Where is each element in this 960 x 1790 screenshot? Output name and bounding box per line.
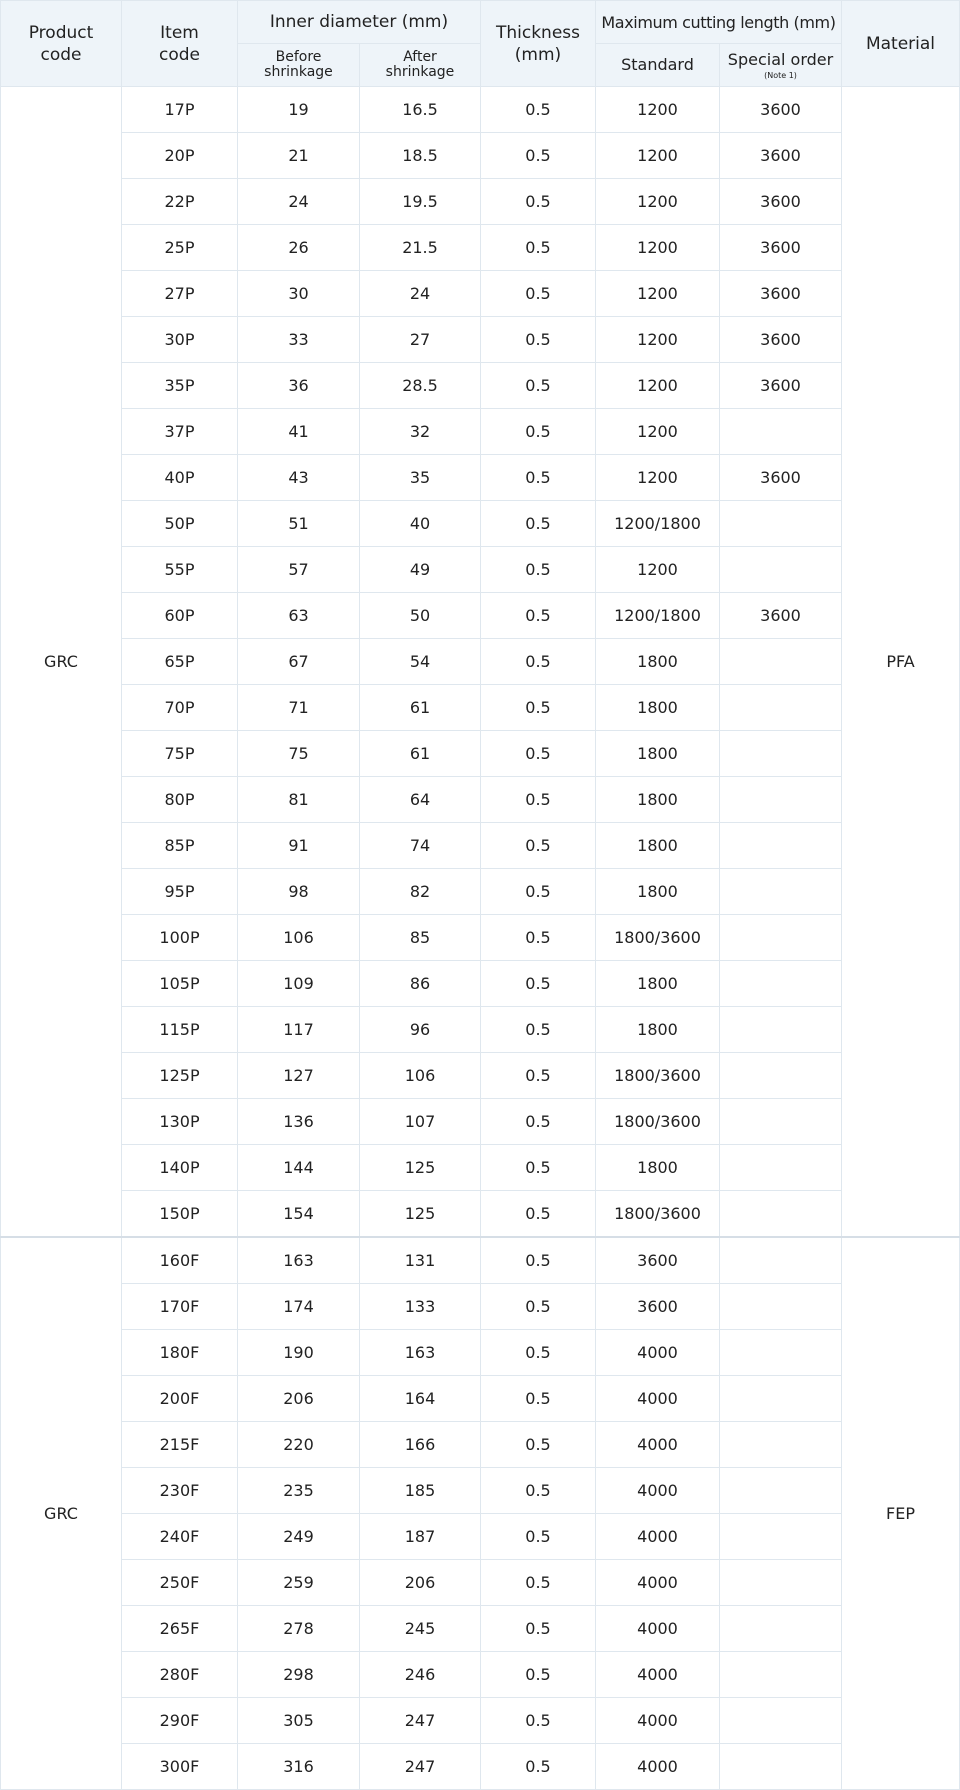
table-header	[1, 1, 960, 87]
special-order-cell: 3600	[720, 593, 842, 639]
item-code-cell: 22P	[122, 179, 238, 225]
item-code-cell: 150P	[122, 1191, 238, 1238]
after-shrinkage-cell: 61	[360, 685, 481, 731]
standard-length-cell: 4000	[596, 1422, 720, 1468]
standard-length-cell: 1800	[596, 777, 720, 823]
thickness-cell: 0.5	[481, 547, 596, 593]
special-order-cell: 3600	[720, 133, 842, 179]
after-shrinkage-cell: 85	[360, 915, 481, 961]
standard-length-cell: 1200	[596, 225, 720, 271]
special-order-cell	[720, 1560, 842, 1606]
standard-length-cell: 1200	[596, 547, 720, 593]
item-code-cell: 250F	[122, 1560, 238, 1606]
table-row	[1, 1744, 960, 1790]
special-order-cell	[720, 915, 842, 961]
before-shrinkage-cell: 190	[238, 1330, 360, 1376]
special-order-cell	[720, 1145, 842, 1191]
product-code-cell: GRC	[1, 1237, 122, 1790]
after-shrinkage-cell: 131	[360, 1237, 481, 1284]
thickness-cell: 0.5	[481, 271, 596, 317]
before-shrinkage-cell: 249	[238, 1514, 360, 1560]
item-code-cell: 35P	[122, 363, 238, 409]
table-row	[1, 87, 960, 133]
table-row	[1, 1560, 960, 1606]
thickness-cell: 0.5	[481, 915, 596, 961]
before-shrinkage-cell: 36	[238, 363, 360, 409]
special-order-cell: 3600	[720, 87, 842, 133]
special-order-cell	[720, 547, 842, 593]
before-shrinkage-cell: 33	[238, 317, 360, 363]
after-shrinkage-cell: 35	[360, 455, 481, 501]
before-shrinkage-cell: 21	[238, 133, 360, 179]
item-code-cell: 140P	[122, 1145, 238, 1191]
table-row	[1, 1191, 960, 1238]
thickness-cell: 0.5	[481, 1284, 596, 1330]
table-row	[1, 593, 960, 639]
standard-length-cell: 4000	[596, 1468, 720, 1514]
thickness-cell: 0.5	[481, 593, 596, 639]
item-code-cell: 85P	[122, 823, 238, 869]
item-code-cell: 40P	[122, 455, 238, 501]
before-shrinkage-cell: 174	[238, 1284, 360, 1330]
special-order-cell: 3600	[720, 179, 842, 225]
before-shrinkage-cell: 43	[238, 455, 360, 501]
item-code-cell: 180F	[122, 1330, 238, 1376]
item-code-cell: 30P	[122, 317, 238, 363]
table-row	[1, 1698, 960, 1744]
after-shrinkage-cell: 133	[360, 1284, 481, 1330]
thickness-cell: 0.5	[481, 777, 596, 823]
thickness-cell: 0.5	[481, 1744, 596, 1790]
thickness-cell: 0.5	[481, 1468, 596, 1514]
after-shrinkage-cell: 28.5	[360, 363, 481, 409]
header-special-order: Special order	[727, 49, 834, 69]
thickness-cell: 0.5	[481, 87, 596, 133]
special-order-cell	[720, 823, 842, 869]
after-shrinkage-cell: 185	[360, 1468, 481, 1514]
standard-length-cell: 1200/1800	[596, 593, 720, 639]
special-order-cell	[720, 1191, 842, 1238]
item-code-cell: 20P	[122, 133, 238, 179]
standard-length-cell: 4000	[596, 1652, 720, 1698]
special-order-cell	[720, 409, 842, 455]
table-row	[1, 179, 960, 225]
thickness-cell: 0.5	[481, 409, 596, 455]
standard-length-cell: 3600	[596, 1284, 720, 1330]
before-shrinkage-cell: 298	[238, 1652, 360, 1698]
special-order-cell	[720, 961, 842, 1007]
special-order-cell	[720, 1007, 842, 1053]
item-code-cell: 200F	[122, 1376, 238, 1422]
thickness-cell: 0.5	[481, 731, 596, 777]
before-shrinkage-cell: 163	[238, 1237, 360, 1284]
item-code-cell: 75P	[122, 731, 238, 777]
header-before-shrinkage: Before shrinkage	[238, 44, 360, 87]
product-code-cell: GRC	[1, 87, 122, 1238]
item-code-cell: 290F	[122, 1698, 238, 1744]
header-after-shrinkage: After shrinkage	[360, 44, 481, 87]
before-shrinkage-cell: 26	[238, 225, 360, 271]
standard-length-cell: 4000	[596, 1606, 720, 1652]
after-shrinkage-cell: 125	[360, 1145, 481, 1191]
item-code-cell: 215F	[122, 1422, 238, 1468]
table-row	[1, 639, 960, 685]
table-row	[1, 225, 960, 271]
standard-length-cell: 1800/3600	[596, 1191, 720, 1238]
thickness-cell: 0.5	[481, 1053, 596, 1099]
table-row	[1, 1422, 960, 1468]
after-shrinkage-cell: 18.5	[360, 133, 481, 179]
table-row	[1, 271, 960, 317]
table-row	[1, 869, 960, 915]
table-row	[1, 1099, 960, 1145]
thickness-cell: 0.5	[481, 823, 596, 869]
standard-length-cell: 1200	[596, 317, 720, 363]
header-special-order-cell	[720, 44, 842, 87]
after-shrinkage-cell: 166	[360, 1422, 481, 1468]
table-row	[1, 1376, 960, 1422]
item-code-cell: 115P	[122, 1007, 238, 1053]
standard-length-cell: 1800	[596, 685, 720, 731]
thickness-cell: 0.5	[481, 1330, 596, 1376]
standard-length-cell: 1200	[596, 409, 720, 455]
standard-length-cell: 4000	[596, 1744, 720, 1790]
before-shrinkage-cell: 144	[238, 1145, 360, 1191]
header-note: (Note 1)	[764, 70, 797, 80]
item-code-cell: 160F	[122, 1237, 238, 1284]
item-code-cell: 25P	[122, 225, 238, 271]
standard-length-cell: 1800/3600	[596, 915, 720, 961]
table-row	[1, 455, 960, 501]
special-order-cell: 3600	[720, 363, 842, 409]
item-code-cell: 105P	[122, 961, 238, 1007]
item-code-cell: 37P	[122, 409, 238, 455]
before-shrinkage-cell: 305	[238, 1698, 360, 1744]
thickness-cell: 0.5	[481, 1145, 596, 1191]
after-shrinkage-cell: 86	[360, 961, 481, 1007]
before-shrinkage-cell: 109	[238, 961, 360, 1007]
standard-length-cell: 1800	[596, 1145, 720, 1191]
special-order-cell	[720, 1652, 842, 1698]
thickness-cell: 0.5	[481, 179, 596, 225]
special-order-cell	[720, 1422, 842, 1468]
special-order-cell	[720, 1284, 842, 1330]
thickness-cell: 0.5	[481, 1560, 596, 1606]
table-row	[1, 409, 960, 455]
special-order-cell: 3600	[720, 317, 842, 363]
thickness-cell: 0.5	[481, 1652, 596, 1698]
table-row	[1, 777, 960, 823]
thickness-cell: 0.5	[481, 225, 596, 271]
before-shrinkage-cell: 67	[238, 639, 360, 685]
after-shrinkage-cell: 164	[360, 1376, 481, 1422]
header-standard: Standard	[596, 44, 720, 87]
table-row	[1, 1007, 960, 1053]
after-shrinkage-cell: 54	[360, 639, 481, 685]
after-shrinkage-cell: 32	[360, 409, 481, 455]
table-row	[1, 317, 960, 363]
thickness-cell: 0.5	[481, 317, 596, 363]
item-code-cell: 55P	[122, 547, 238, 593]
before-shrinkage-cell: 63	[238, 593, 360, 639]
after-shrinkage-cell: 245	[360, 1606, 481, 1652]
after-shrinkage-cell: 64	[360, 777, 481, 823]
item-code-cell: 100P	[122, 915, 238, 961]
standard-length-cell: 1800	[596, 1007, 720, 1053]
before-shrinkage-cell: 57	[238, 547, 360, 593]
item-code-cell: 95P	[122, 869, 238, 915]
table-row	[1, 961, 960, 1007]
before-shrinkage-cell: 278	[238, 1606, 360, 1652]
item-code-cell: 80P	[122, 777, 238, 823]
thickness-cell: 0.5	[481, 1191, 596, 1238]
after-shrinkage-cell: 163	[360, 1330, 481, 1376]
special-order-cell	[720, 869, 842, 915]
special-order-cell	[720, 1376, 842, 1422]
before-shrinkage-cell: 81	[238, 777, 360, 823]
thickness-cell: 0.5	[481, 1514, 596, 1560]
before-shrinkage-cell: 117	[238, 1007, 360, 1053]
before-shrinkage-cell: 51	[238, 501, 360, 547]
after-shrinkage-cell: 24	[360, 271, 481, 317]
before-shrinkage-cell: 19	[238, 87, 360, 133]
special-order-cell	[720, 731, 842, 777]
standard-length-cell: 4000	[596, 1698, 720, 1744]
after-shrinkage-cell: 61	[360, 731, 481, 777]
thickness-cell: 0.5	[481, 455, 596, 501]
after-shrinkage-cell: 16.5	[360, 87, 481, 133]
before-shrinkage-cell: 154	[238, 1191, 360, 1238]
thickness-cell: 0.5	[481, 869, 596, 915]
standard-length-cell: 4000	[596, 1514, 720, 1560]
after-shrinkage-cell: 82	[360, 869, 481, 915]
standard-length-cell: 1800	[596, 961, 720, 1007]
after-shrinkage-cell: 247	[360, 1698, 481, 1744]
table-row	[1, 501, 960, 547]
item-code-cell: 300F	[122, 1744, 238, 1790]
special-order-cell	[720, 685, 842, 731]
material-cell: PFA	[842, 87, 960, 1238]
standard-length-cell: 4000	[596, 1376, 720, 1422]
before-shrinkage-cell: 220	[238, 1422, 360, 1468]
standard-length-cell: 3600	[596, 1237, 720, 1284]
standard-length-cell: 1800	[596, 731, 720, 777]
item-code-cell: 65P	[122, 639, 238, 685]
thickness-cell: 0.5	[481, 1376, 596, 1422]
before-shrinkage-cell: 98	[238, 869, 360, 915]
table-row	[1, 547, 960, 593]
special-order-cell	[720, 1468, 842, 1514]
table-row	[1, 915, 960, 961]
thickness-cell: 0.5	[481, 961, 596, 1007]
after-shrinkage-cell: 49	[360, 547, 481, 593]
before-shrinkage-cell: 41	[238, 409, 360, 455]
table-row	[1, 1606, 960, 1652]
special-order-cell	[720, 1744, 842, 1790]
special-order-cell	[720, 1606, 842, 1652]
item-code-cell: 280F	[122, 1652, 238, 1698]
item-code-cell: 50P	[122, 501, 238, 547]
table-row	[1, 133, 960, 179]
after-shrinkage-cell: 246	[360, 1652, 481, 1698]
after-shrinkage-cell: 106	[360, 1053, 481, 1099]
before-shrinkage-cell: 71	[238, 685, 360, 731]
before-shrinkage-cell: 106	[238, 915, 360, 961]
item-code-cell: 240F	[122, 1514, 238, 1560]
table-row	[1, 731, 960, 777]
standard-length-cell: 1800	[596, 639, 720, 685]
standard-length-cell: 1800	[596, 823, 720, 869]
standard-length-cell: 4000	[596, 1560, 720, 1606]
item-code-cell: 27P	[122, 271, 238, 317]
after-shrinkage-cell: 40	[360, 501, 481, 547]
after-shrinkage-cell: 50	[360, 593, 481, 639]
standard-length-cell: 1200/1800	[596, 501, 720, 547]
header-item-code: Item code	[122, 1, 238, 87]
before-shrinkage-cell: 235	[238, 1468, 360, 1514]
thickness-cell: 0.5	[481, 1698, 596, 1744]
before-shrinkage-cell: 24	[238, 179, 360, 225]
table-row	[1, 1284, 960, 1330]
after-shrinkage-cell: 74	[360, 823, 481, 869]
table-row	[1, 1468, 960, 1514]
table-row	[1, 1237, 960, 1284]
special-order-cell: 3600	[720, 225, 842, 271]
table-row	[1, 1053, 960, 1099]
special-order-cell	[720, 1053, 842, 1099]
thickness-cell: 0.5	[481, 1422, 596, 1468]
item-code-cell: 265F	[122, 1606, 238, 1652]
table-row	[1, 1145, 960, 1191]
table-row	[1, 1514, 960, 1560]
special-order-cell	[720, 1514, 842, 1560]
standard-length-cell: 1800/3600	[596, 1099, 720, 1145]
after-shrinkage-cell: 27	[360, 317, 481, 363]
item-code-cell: 170F	[122, 1284, 238, 1330]
after-shrinkage-cell: 206	[360, 1560, 481, 1606]
table-row	[1, 685, 960, 731]
special-order-cell	[720, 1330, 842, 1376]
before-shrinkage-cell: 136	[238, 1099, 360, 1145]
special-order-cell: 3600	[720, 271, 842, 317]
item-code-cell: 60P	[122, 593, 238, 639]
before-shrinkage-cell: 316	[238, 1744, 360, 1790]
special-order-cell	[720, 501, 842, 547]
after-shrinkage-cell: 187	[360, 1514, 481, 1560]
special-order-cell: 3600	[720, 455, 842, 501]
standard-length-cell: 4000	[596, 1330, 720, 1376]
header-inner-diameter: Inner diameter (mm)	[238, 1, 481, 44]
table-body	[1, 87, 960, 1790]
header-max-cutting-length: Maximum cutting length (mm)	[596, 1, 842, 44]
special-order-cell	[720, 639, 842, 685]
standard-length-cell: 1800/3600	[596, 1053, 720, 1099]
special-order-cell	[720, 1698, 842, 1744]
item-code-cell: 17P	[122, 87, 238, 133]
thickness-cell: 0.5	[481, 1007, 596, 1053]
thickness-cell: 0.5	[481, 133, 596, 179]
after-shrinkage-cell: 125	[360, 1191, 481, 1238]
item-code-cell: 230F	[122, 1468, 238, 1514]
special-order-cell	[720, 1237, 842, 1284]
table-row	[1, 1330, 960, 1376]
item-code-cell: 125P	[122, 1053, 238, 1099]
thickness-cell: 0.5	[481, 1606, 596, 1652]
standard-length-cell: 1200	[596, 271, 720, 317]
item-code-cell: 70P	[122, 685, 238, 731]
standard-length-cell: 1200	[596, 179, 720, 225]
thickness-cell: 0.5	[481, 1099, 596, 1145]
thickness-cell: 0.5	[481, 501, 596, 547]
table-row	[1, 1652, 960, 1698]
before-shrinkage-cell: 127	[238, 1053, 360, 1099]
special-order-cell	[720, 777, 842, 823]
thickness-cell: 0.5	[481, 639, 596, 685]
header-thickness: Thickness (mm)	[481, 1, 596, 87]
thickness-cell: 0.5	[481, 1237, 596, 1284]
before-shrinkage-cell: 91	[238, 823, 360, 869]
standard-length-cell: 1200	[596, 455, 720, 501]
table-row	[1, 363, 960, 409]
special-order-cell	[720, 1099, 842, 1145]
before-shrinkage-cell: 206	[238, 1376, 360, 1422]
material-cell: FEP	[842, 1237, 960, 1790]
table-row	[1, 823, 960, 869]
before-shrinkage-cell: 259	[238, 1560, 360, 1606]
before-shrinkage-cell: 75	[238, 731, 360, 777]
standard-length-cell: 1200	[596, 133, 720, 179]
thickness-cell: 0.5	[481, 685, 596, 731]
after-shrinkage-cell: 19.5	[360, 179, 481, 225]
header-product-code: Product code	[1, 1, 122, 87]
after-shrinkage-cell: 21.5	[360, 225, 481, 271]
item-code-cell: 130P	[122, 1099, 238, 1145]
before-shrinkage-cell: 30	[238, 271, 360, 317]
header-material: Material	[842, 1, 960, 87]
thickness-cell: 0.5	[481, 363, 596, 409]
standard-length-cell: 1200	[596, 87, 720, 133]
standard-length-cell: 1200	[596, 363, 720, 409]
after-shrinkage-cell: 247	[360, 1744, 481, 1790]
after-shrinkage-cell: 107	[360, 1099, 481, 1145]
standard-length-cell: 1800	[596, 869, 720, 915]
after-shrinkage-cell: 96	[360, 1007, 481, 1053]
